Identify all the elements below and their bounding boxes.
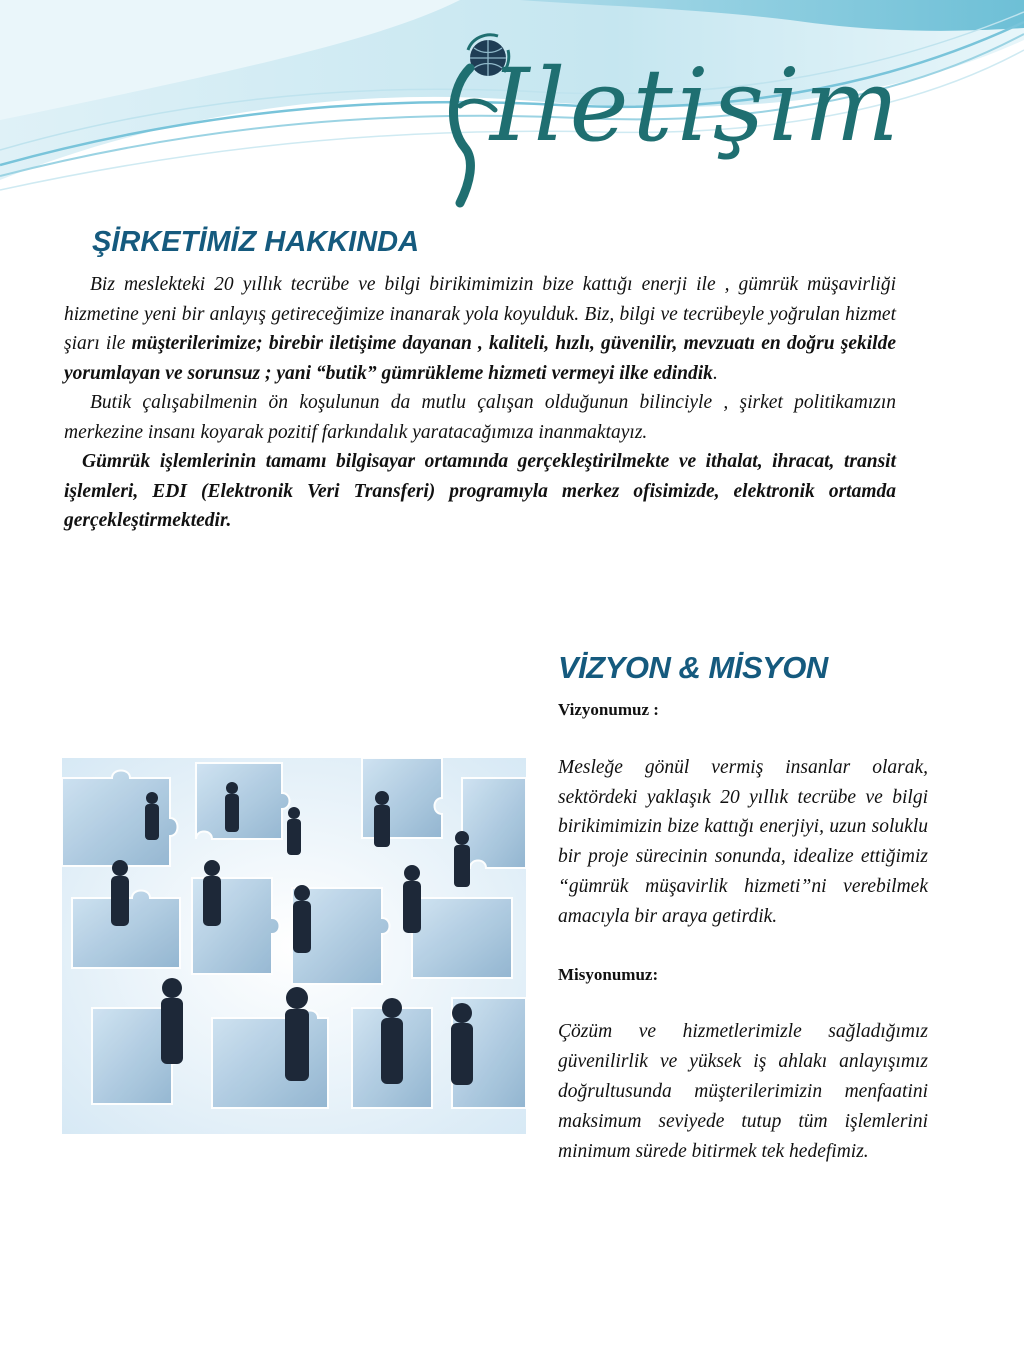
business-puzzle-image	[62, 758, 526, 1134]
about-body	[64, 270, 896, 536]
vision-mission-column	[558, 695, 928, 1166]
about-p1-end: .	[712, 362, 718, 384]
about-paragraph-1	[64, 270, 896, 388]
vision-mission-heading: VİZYON & MİSYON	[558, 650, 828, 685]
about-p1-bold: müşterilerimize; birebir iletişime dayanan , kaliteli, hızlı, güvenilir, mevzuatı en doğru şekilde yorumlayan ve sorunsuz ; yani “butik” gümrükleme hizmeti vermeyi ilke edindik	[64, 333, 896, 384]
mission-label: Misyonumuz:	[558, 964, 659, 984]
logo-wordmark: Iletişim	[490, 47, 903, 164]
about-paragraph-3: Gümrük işlemlerinin tamamı bilgisayar ortamında gerçekleştirilmekte ve ithalat, ihracat, transit işlemleri, EDI (Elektronik Veri Transferi) programıyla merkez ofisimizde, elektronik ortamda gerçekleştirmektedir.	[64, 451, 896, 531]
vision-text: Mesleğe gönül vermiş insanlar olarak, sektördeki yaklaşık 20 yıllık tecrübe ve bilgi birikimimizin bize kattığı enerjiyi, uzun soluklu bir proje sürecinin sonunda, idealize ettiğimiz “gümrük müşavirlik hizmeti”ni verebilmek amacıyla bir araya getirdik.	[558, 756, 928, 927]
about-p1-intro: Biz meslekteki 20 yıllık tecrübe ve bilgi birikimimizin bize kattığı enerji ile , gümrük müşavirliği hizmetine yeni bir anlayış getireceğimize inanarak yola koyulduk. Biz, bilgi ve tecrübeyle yoğrulan hizmet şiarı ile	[64, 274, 896, 354]
about-paragraph-2: Butik çalışabilmenin ön koşulunun da mutlu çalışan olduğunun bilinciyle , şirket politikamızın merkezine insanı koyarak pozitif farkındalık yaratacağımıza inanmaktayız.	[64, 392, 896, 443]
vision-label: Vizyonumuz :	[558, 700, 659, 719]
about-heading: ŞİRKETİMİZ HAKKINDA	[92, 226, 420, 258]
mission-text: Çözüm ve hizmetlerimizle sağladığımız güvenilirlik ve yüksek iş ahlakı anlayışımız doğrultusunda müşterilerimizin menfaatini maksimum seviyede tutup tüm işlemlerini minimum sürede bitirmek tek hedefimiz.	[558, 1021, 928, 1162]
